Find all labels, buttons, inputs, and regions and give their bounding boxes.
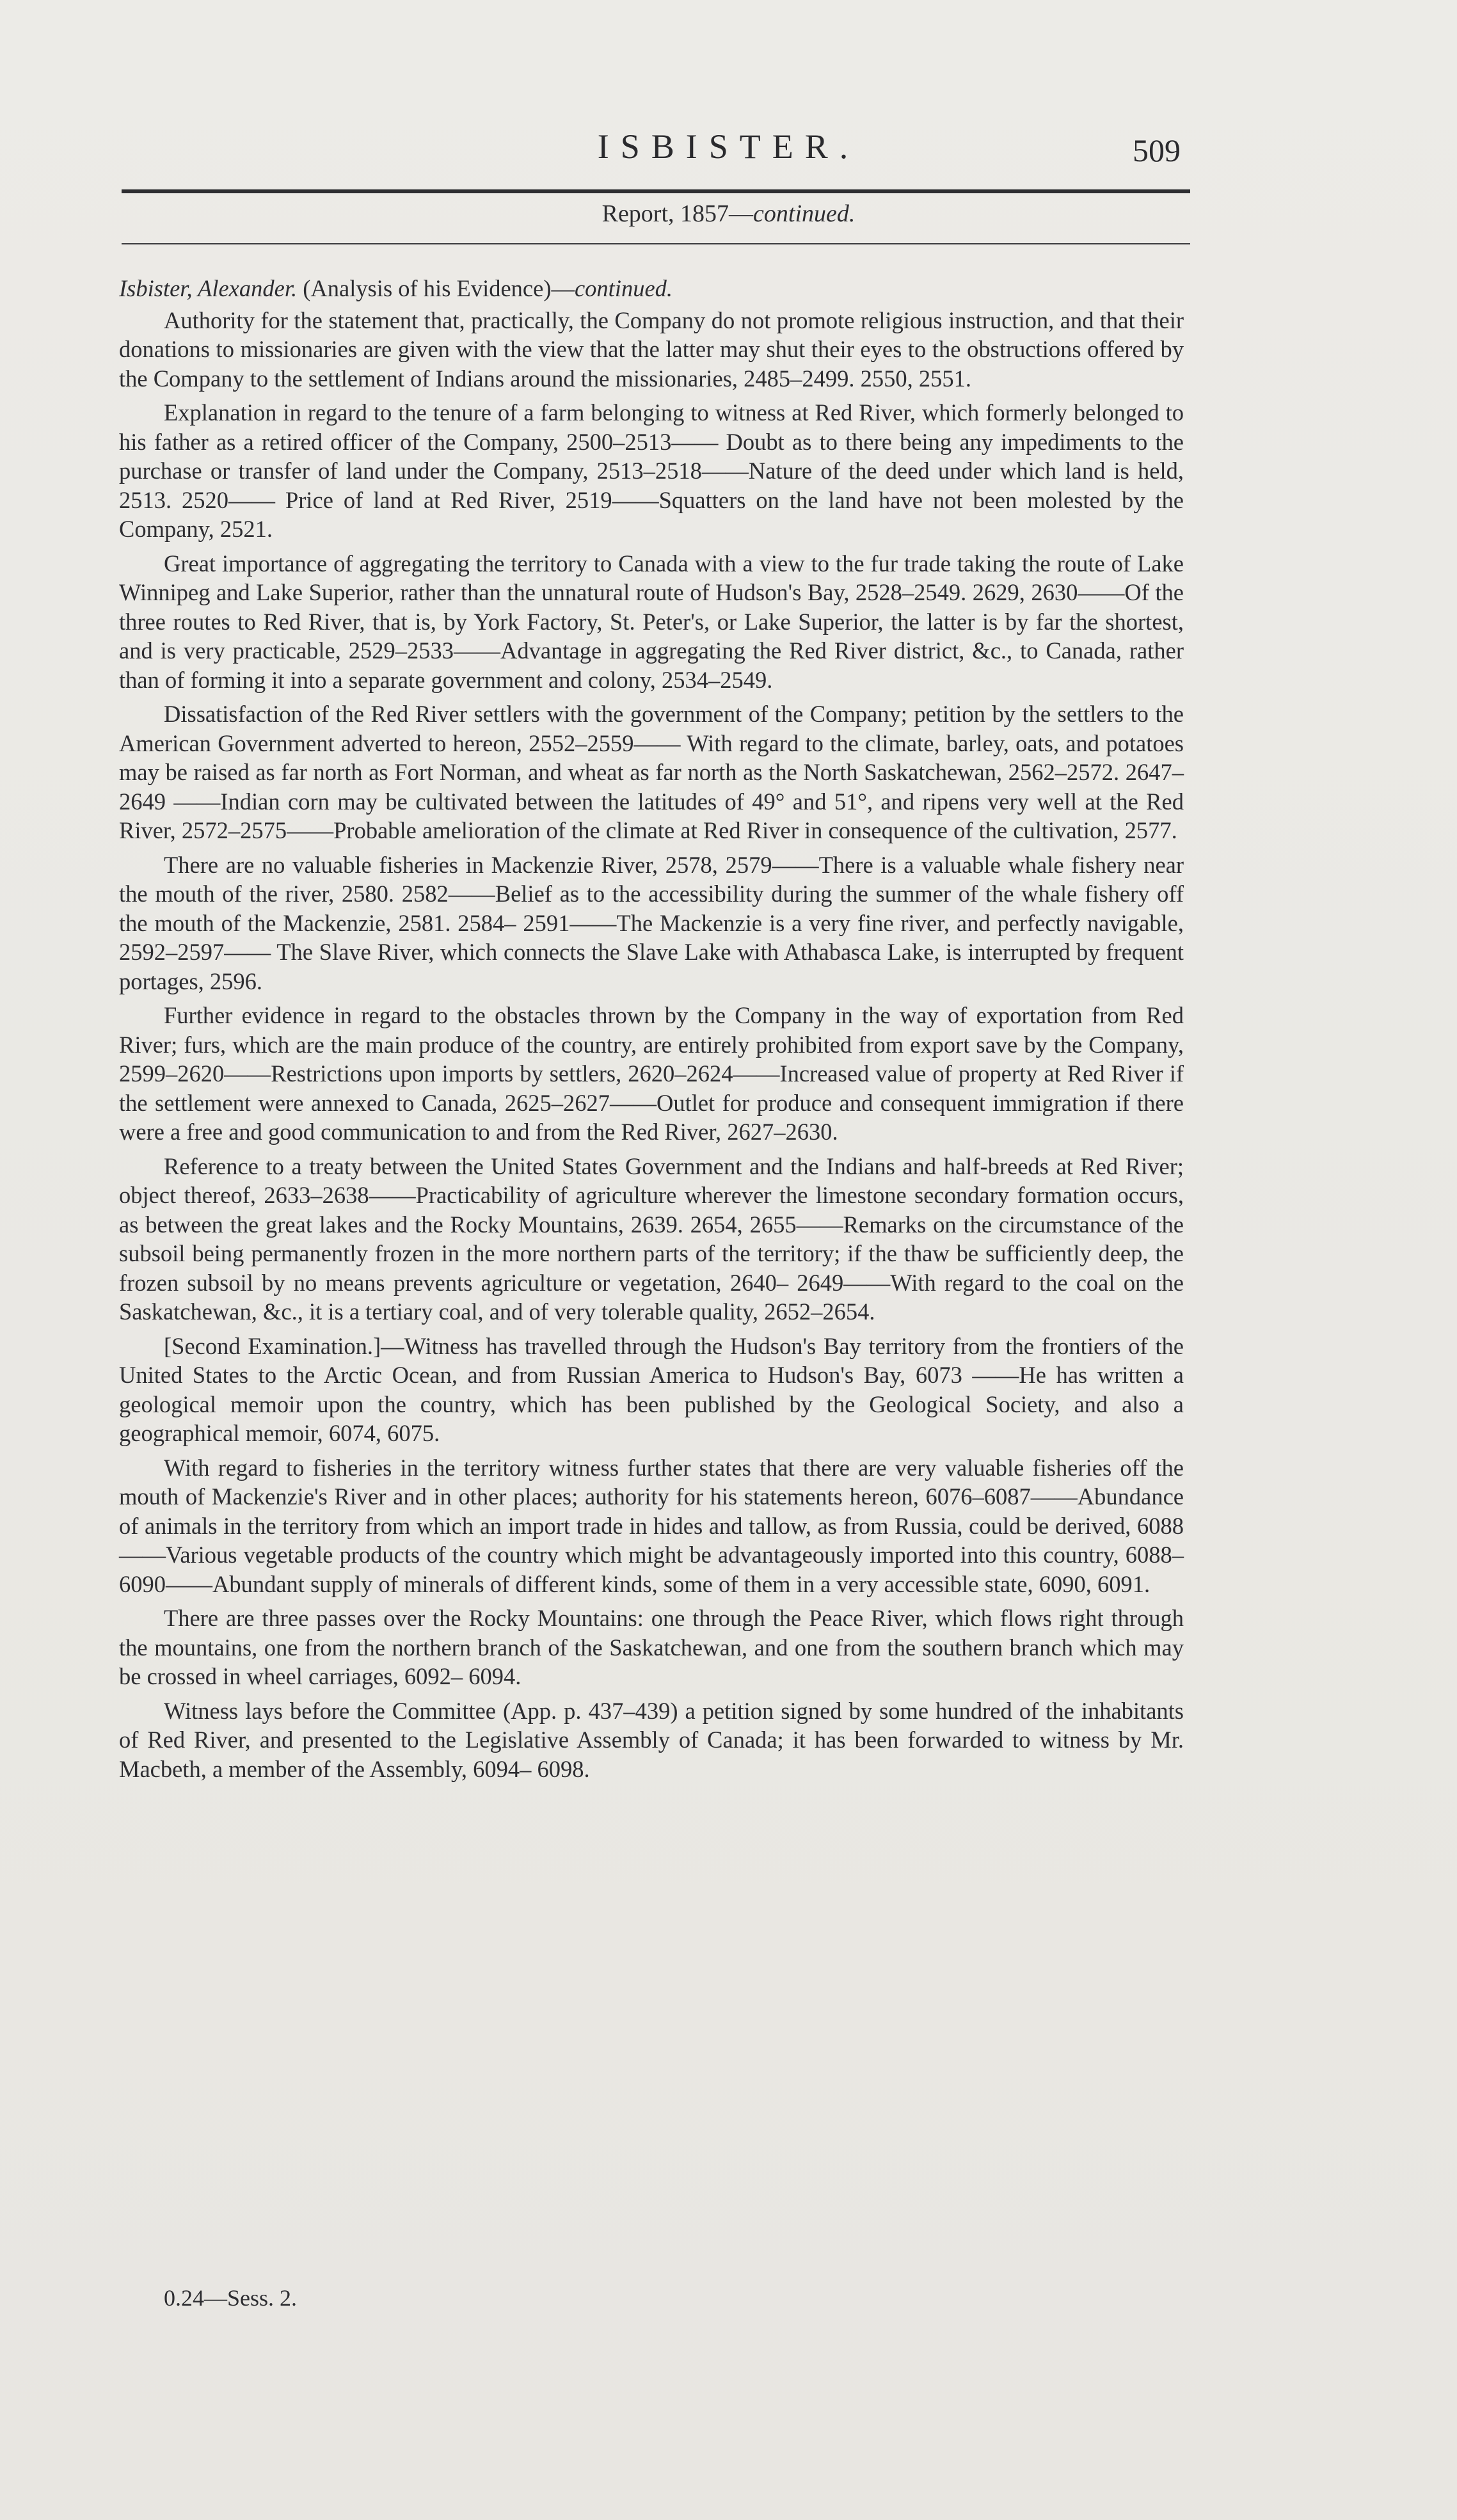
paragraph-aggregating-territory: Great importance of aggregating the territory to Canada with a view to the fur trade taking the route of Lake Winnipeg and Lake Superior, rather than the unnatural route of Hudson's Bay, 2528–2549. 2629, 2630——Of the three routes to Red River, that is, by York Factory, St. Peter's, or Lake Superior, the latter is by far the shortest, and is very practicable, 2529–2533——Advantage in aggregating the Red River district, &c., to Canada, rather than of forming it into a separate government and colony, 2534–2549.: [119, 550, 1184, 693]
paragraph-rocky-mountain-passes: There are three passes over the Rocky Mountains: one through the Peace River, which flows right through the mountains, one from the northern branch of the Saskatchewan, and one from the southern branch which may be crossed in wheel carriages, 6092– 6094.: [119, 1605, 1184, 1689]
witness-heading: [119, 274, 1184, 303]
paragraph-exportation-obstacles: Further evidence in regard to the obstacles thrown by the Company in the way of exportation from Red River; furs, which are the main produce of the country, are entirely prohibited from export save by the Company, 2599–2620——Restrictions upon imports by settlers, 2620–2624——Increased value of property at Red River if the settlement were annexed to Canada, 2625–2627——Outlet for produce and consequent immigration if there were a free and good communication to and from the Red River, 2627–2630.: [119, 1002, 1184, 1145]
header-rule-thin: [122, 243, 1190, 244]
paragraph-petition: Witness lays before the Committee (App. p. 437–439) a petition signed by some hundred of the inhabitants of Red River, and presented to the Legislative Assembly of Canada; it has been forwarded to witness by Mr. Macbeth, a member of the Assembly, 6094– 6098.: [119, 1697, 1184, 1782]
witness-name: Isbister, Alexander.: [119, 275, 298, 301]
report-subheader: [0, 200, 1457, 228]
footer-session-mark: 0.24—Sess. 2.: [164, 2285, 298, 2311]
witness-heading-text: (Analysis of his Evidence)—: [297, 275, 575, 301]
paragraph-farm-tenure: Explanation in regard to the tenure of a farm belonging to witness at Red River, which formerly belonged to his father as a retired officer of the Company, 2500–2513—— Doubt as to there being any impediments to the purchase or transfer of land under the Company, 2513–2518——Nature of the deed under which land is held, 2513. 2520—— Price of land at Red River, 2519——Squatters on the land have not been molested by the Company, 2521.: [119, 399, 1184, 542]
page-number: 509: [1133, 132, 1181, 168]
evidence-analysis-body: [119, 274, 1184, 1789]
paragraph-second-examination: [Second Examination.]—Witness has travelled through the Hudson's Bay territory from the frontiers of the United States to the Arctic Ocean, and from Russian America to Hudson's Bay, 6073 ——He has written a geological memoir upon the country, which has been published by the Geological Society, and also a geographical memoir, 6074, 6075.: [119, 1332, 1184, 1446]
subheader-continued: continued.: [753, 200, 856, 227]
paragraph-religious-instruction: Authority for the statement that, practically, the Company do not promote religious instruction, and that their donations to missionaries are given with the view that the latter may shut their eyes to the obstructions offered by the Company to the settlement of Indians around the missionaries, 2485–2499. 2550, 2551.: [119, 307, 1184, 392]
running-head-title: ISBISTER.: [597, 127, 860, 166]
header-rule-thick: [122, 189, 1190, 193]
witness-heading-continued: continued.: [574, 275, 673, 301]
paragraph-settlers-dissatisfaction: Dissatisfaction of the Red River settlers with the government of the Company; petition by the settlers to the American Government adverted to hereon, 2552–2559—— With regard to the climate, barley, oats, and potatoes may be raised as far north as Fort Norman, and wheat as far north as the North Saskatchewan, 2562–2572. 2647–2649 ——Indian corn may be cultivated between the latitudes of 49° and 51°, and ripens very well at the Red River, 2572–2575——Probable amelioration of the climate at Red River in consequence of the cultivation, 2577.: [119, 701, 1184, 843]
paragraph-fisheries-resources: With regard to fisheries in the territory witness further states that there are very valuable fisheries off the mouth of Mackenzie's River and in other places; authority for his statements hereon, 6076–6087——Abundance of animals in the territory from which an import trade in hides and tallow, as from Russia, could be derived, 6088——Various vegetable products of the country which might be advantageously imported into this country, 6088–6090——Abundant supply of minerals of different kinds, some of them in a very accessible state, 6090, 6091.: [119, 1454, 1184, 1597]
subheader-text: Report, 1857—: [601, 200, 754, 227]
paragraph-fisheries-mackenzie: There are no valuable fisheries in Mackenzie River, 2578, 2579——There is a valuable whale fishery near the mouth of the river, 2580. 2582——Belief as to the accessibility during the summer of the whale fishery off the mouth of the Mackenzie, 2581. 2584– 2591——The Mackenzie is a very fine river, and perfectly navigable, 2592–2597—— The Slave River, which connects the Slave Lake with Athabasca Lake, is interrupted by frequent portages, 2596.: [119, 851, 1184, 994]
paragraph-treaty-agriculture: Reference to a treaty between the United States Government and the Indians and half-breeds at Red River; object thereof, 2633–2638——Practicability of agriculture wherever the limestone secondary formation occurs, as between the great lakes and the Rocky Mountains, 2639. 2654, 2655——Remarks on the circumstance of the subsoil being permanently frozen in the more northern parts of the territory; if the thaw be sufficiently deep, the frozen subsoil by no means prevents agriculture or vegetation, 2640– 2649——With regard to the coal on the Saskatchewan, &c., it is a tertiary coal, and of very tolerable quality, 2652–2654.: [119, 1152, 1184, 1325]
